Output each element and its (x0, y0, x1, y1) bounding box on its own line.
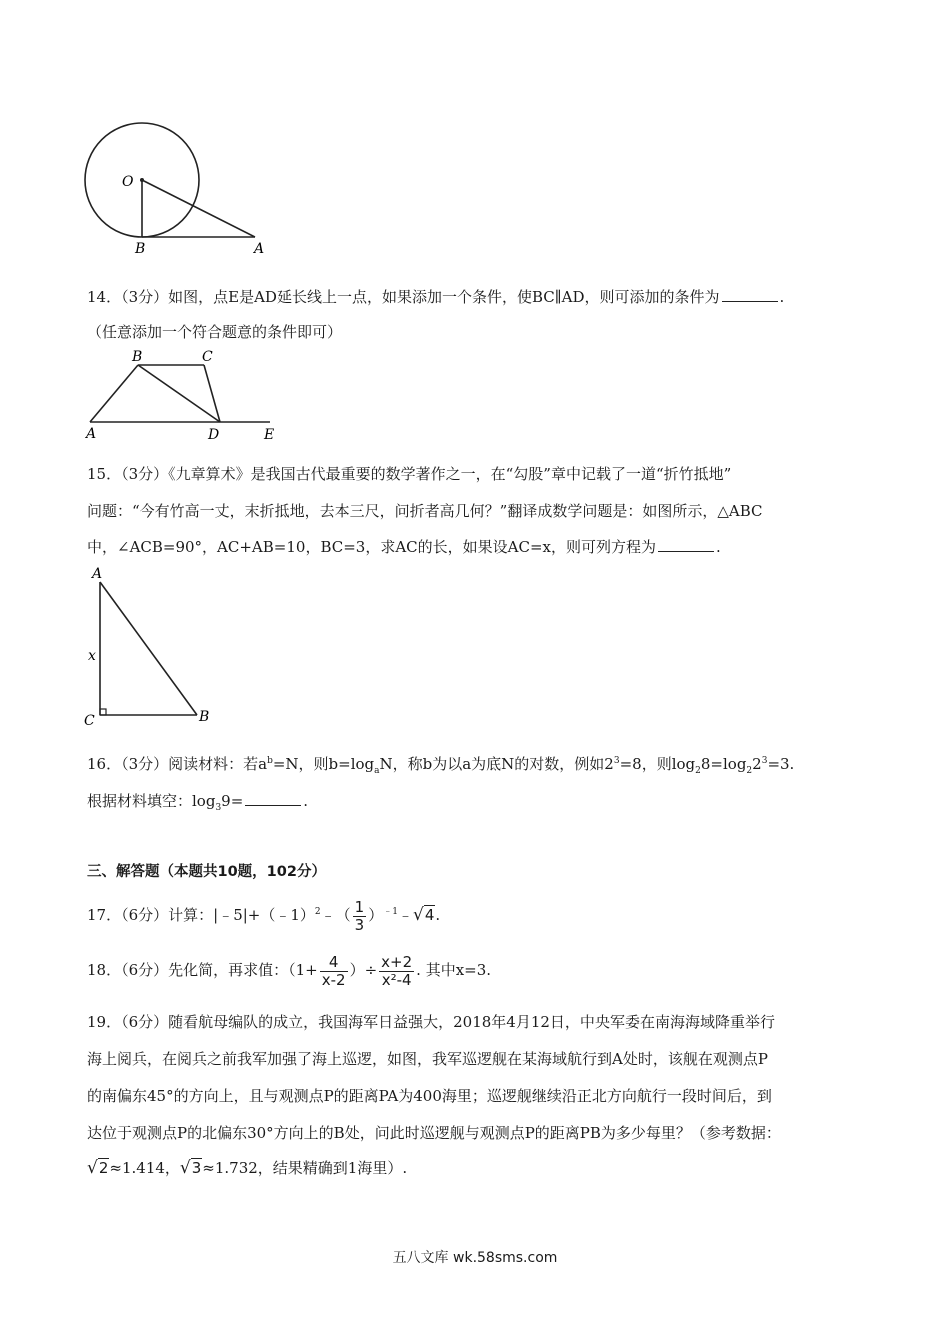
center-point (140, 178, 144, 182)
right-angle-mark (100, 709, 106, 715)
q15-answer-blank[interactable] (658, 537, 714, 552)
q17-line: 17．（6分）计算：|﹣5|+（﹣1）$^2$﹣（ $\frac{1}{3}$ ）$^{﹣1}$﹣√4. (87, 897, 441, 934)
segment-ab (90, 365, 138, 422)
q14-line1: 14．（3分）如图，点E是AD延长线上一点，如果添加一个条件，使BC∥AD，则可添加的条件为 . (87, 288, 785, 306)
footer-watermark: 五八文库 wk.58sms.com (392, 1250, 558, 1266)
section-three-title: 三、解答题（本题共10题，102分） (87, 864, 326, 880)
label-x: x (88, 648, 96, 664)
label-b: B (199, 709, 210, 725)
q18-line: 18．（6分）先化简，再求值：（1+ $\frac{4}{x-2}$ ）÷ $\frac{x+2}{\text{x²-4}}$ . 其中x=3. (87, 952, 492, 989)
label-b: B (132, 349, 143, 365)
segment-bd (138, 365, 220, 422)
label-d: D (208, 427, 220, 443)
fraction-x-plus-2-over-x2-minus-4: $\frac{x+2}{\text{x²-4}}$ (381, 952, 413, 989)
q16-line2: 根据材料填空：$\log_39=$ . (87, 792, 309, 813)
fraction-4-over-x-minus-2: $\frac{4}{x-2}$ (321, 952, 346, 989)
sqrt-three: √3 (179, 1158, 202, 1178)
q16-answer-blank[interactable] (245, 791, 301, 806)
q19-line4: 达位于观测点P的北偏东30°方向上的B处，问此时巡逻舰与观测点P的距离PB为多少每里？（参考数据： (87, 1124, 781, 1142)
segment-ab (100, 582, 197, 715)
label-c: C (202, 349, 213, 365)
q19-line2: 海上阅兵，在阅兵之前我军加强了海上巡逻，如图，我军巡逻舰在某海域航行到A处时，该舰在观测点P (87, 1050, 768, 1068)
circle-tangent-figure (80, 120, 280, 260)
label-b: B (135, 241, 146, 257)
q15-line3: 中，∠ACB=90°，AC+AB=10，BC=3，求AC的长，如果设AC=x，则可列方程为 . (87, 538, 721, 556)
sqrt-four: √4 (412, 905, 435, 925)
trapezoid-figure (80, 345, 290, 445)
label-a: A (254, 241, 265, 257)
q14-answer-blank[interactable] (722, 287, 778, 302)
q14-line2: （任意添加一个符合题意的条件即可） (87, 323, 343, 341)
q16-line1: 16．（3分）阅读材料：若$a^b=N$，则$b=\log_aN$，称b为以a为底N的对数，例如$2^3=8$，则$\log_28=\log_22^3=3$. (87, 755, 795, 776)
label-a: A (92, 566, 103, 582)
fraction-one-third: $\frac{1}{3}$ (354, 897, 365, 934)
sqrt-two: √2 (87, 1158, 109, 1178)
q19-line3: 的南偏东45°的方向上，且与观测点P的距离PA为400海里；巡逻舰继续沿正北方向航行一段时间后，到 (87, 1087, 772, 1105)
q15-line2: 问题：“今有竹高一丈，末折抵地，去本三尺，问折者高几何？”翻译成数学问题是：如图所示，△ABC (87, 502, 763, 520)
label-a: A (86, 426, 97, 442)
q19-line1: 19．（6分）随看航母编队的成立，我国海军日益强大，2018年4月12日，中央军委在南海海域降重举行 (87, 1013, 775, 1031)
label-o: O (122, 174, 134, 190)
label-e: E (264, 427, 275, 443)
right-triangle-figure (80, 562, 230, 732)
q19-line5: √2≈1.414，√3≈1.732，结果精确到1海里）. (87, 1158, 408, 1178)
q15-line1: 15．（3分）《九章算术》是我国古代最重要的数学著作之一，在“勾股”章中记载了一道“折竹抵地” (87, 465, 732, 483)
label-c: C (84, 713, 95, 729)
